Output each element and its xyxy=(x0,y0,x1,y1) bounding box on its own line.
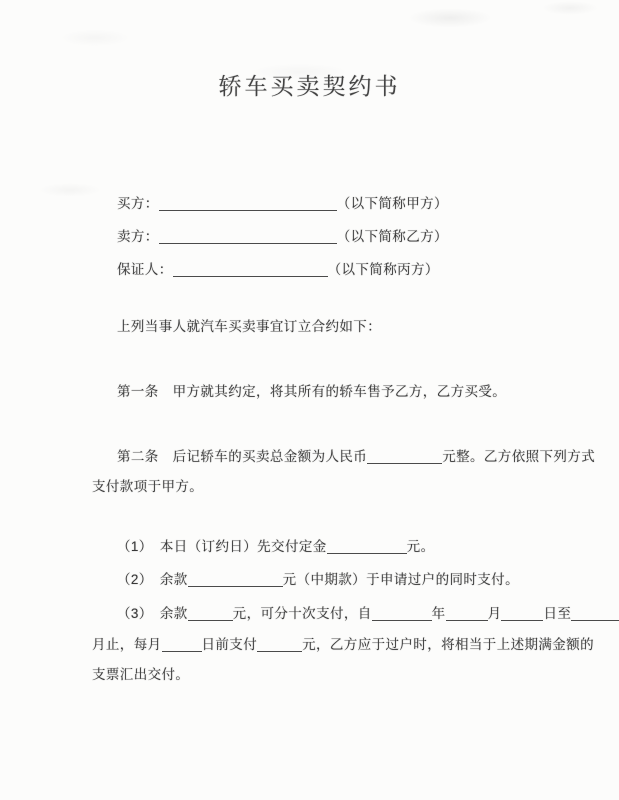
payment-item-3-line-1 xyxy=(117,604,619,623)
payment-item-1 xyxy=(117,537,434,556)
guarantor-label: 保证人： xyxy=(117,262,173,277)
end-month-blank-line xyxy=(571,606,619,621)
deposit-amount-blank-line xyxy=(327,539,407,554)
start-year-blank-line xyxy=(372,606,432,621)
item-1-text-post: 元。 xyxy=(406,539,435,554)
article-1: 第一条 甲方就其约定，将其所有的轿车售予乙方，乙方买受。 xyxy=(117,384,507,399)
document-title: 轿车买卖契约书 xyxy=(218,74,401,99)
payment-item-3-line-2 xyxy=(92,635,594,654)
guarantor-alias: （以下简称丙方） xyxy=(327,262,439,277)
item-3-line2-text-2: 日前支付 xyxy=(201,637,258,652)
party-line-guarantor xyxy=(117,260,439,279)
article-2-text-post: 元整。乙方依照下列方式 xyxy=(442,449,596,464)
item-2-text-pre: （2） 余款 xyxy=(117,572,188,587)
total-amount-blank-line xyxy=(367,449,442,464)
item-1-text-pre: （1） 本日（订约日）先交付定金 xyxy=(117,539,327,554)
guarantor-fill-in-blank-line xyxy=(173,262,328,277)
start-month-blank-line xyxy=(446,606,488,621)
buyer-fill-in-blank-line xyxy=(159,196,337,211)
item-3-text-1: （3） 余款 xyxy=(117,606,188,621)
seller-label: 卖方： xyxy=(117,229,159,244)
intro-clause: 上列当事人就汽车买卖事宜订立合约如下： xyxy=(117,319,382,334)
item-2-text-post: 元（中期款）于申请过户的同时支付。 xyxy=(282,572,519,587)
article-2-line-2: 支付款项于甲方。 xyxy=(92,479,204,494)
item-3-line2-text-3: 元，乙方应于过户时，将相当于上述期满金额的 xyxy=(302,637,595,652)
monthly-due-day-blank-line xyxy=(162,637,202,652)
party-line-buyer xyxy=(117,194,448,213)
item-3-text-3: 年 xyxy=(431,606,446,621)
monthly-amount-blank-line xyxy=(257,637,302,652)
item-3-text-4: 月 xyxy=(487,606,502,621)
buyer-alias: （以下简称甲方） xyxy=(336,196,448,211)
interim-amount-blank-line xyxy=(188,572,283,587)
article-2-text-pre: 第二条 后记轿车的买卖总金额为人民币 xyxy=(117,449,368,464)
item-3-line2-text-1: 月止，每月 xyxy=(92,637,162,652)
item-3-text-2: 元，可分十次支付，自 xyxy=(232,606,372,621)
item-3-text-5: 日至 xyxy=(543,606,572,621)
payment-item-2 xyxy=(117,570,519,589)
payment-item-3-line-3: 支票汇出交付。 xyxy=(92,667,190,682)
balance-amount-blank-line xyxy=(188,606,233,621)
party-line-seller xyxy=(117,227,448,246)
seller-alias: （以下简称乙方） xyxy=(336,229,448,244)
buyer-label: 买方： xyxy=(117,196,159,211)
start-day-blank-line xyxy=(501,606,543,621)
seller-fill-in-blank-line xyxy=(159,229,337,244)
article-2-line-1 xyxy=(117,447,595,466)
